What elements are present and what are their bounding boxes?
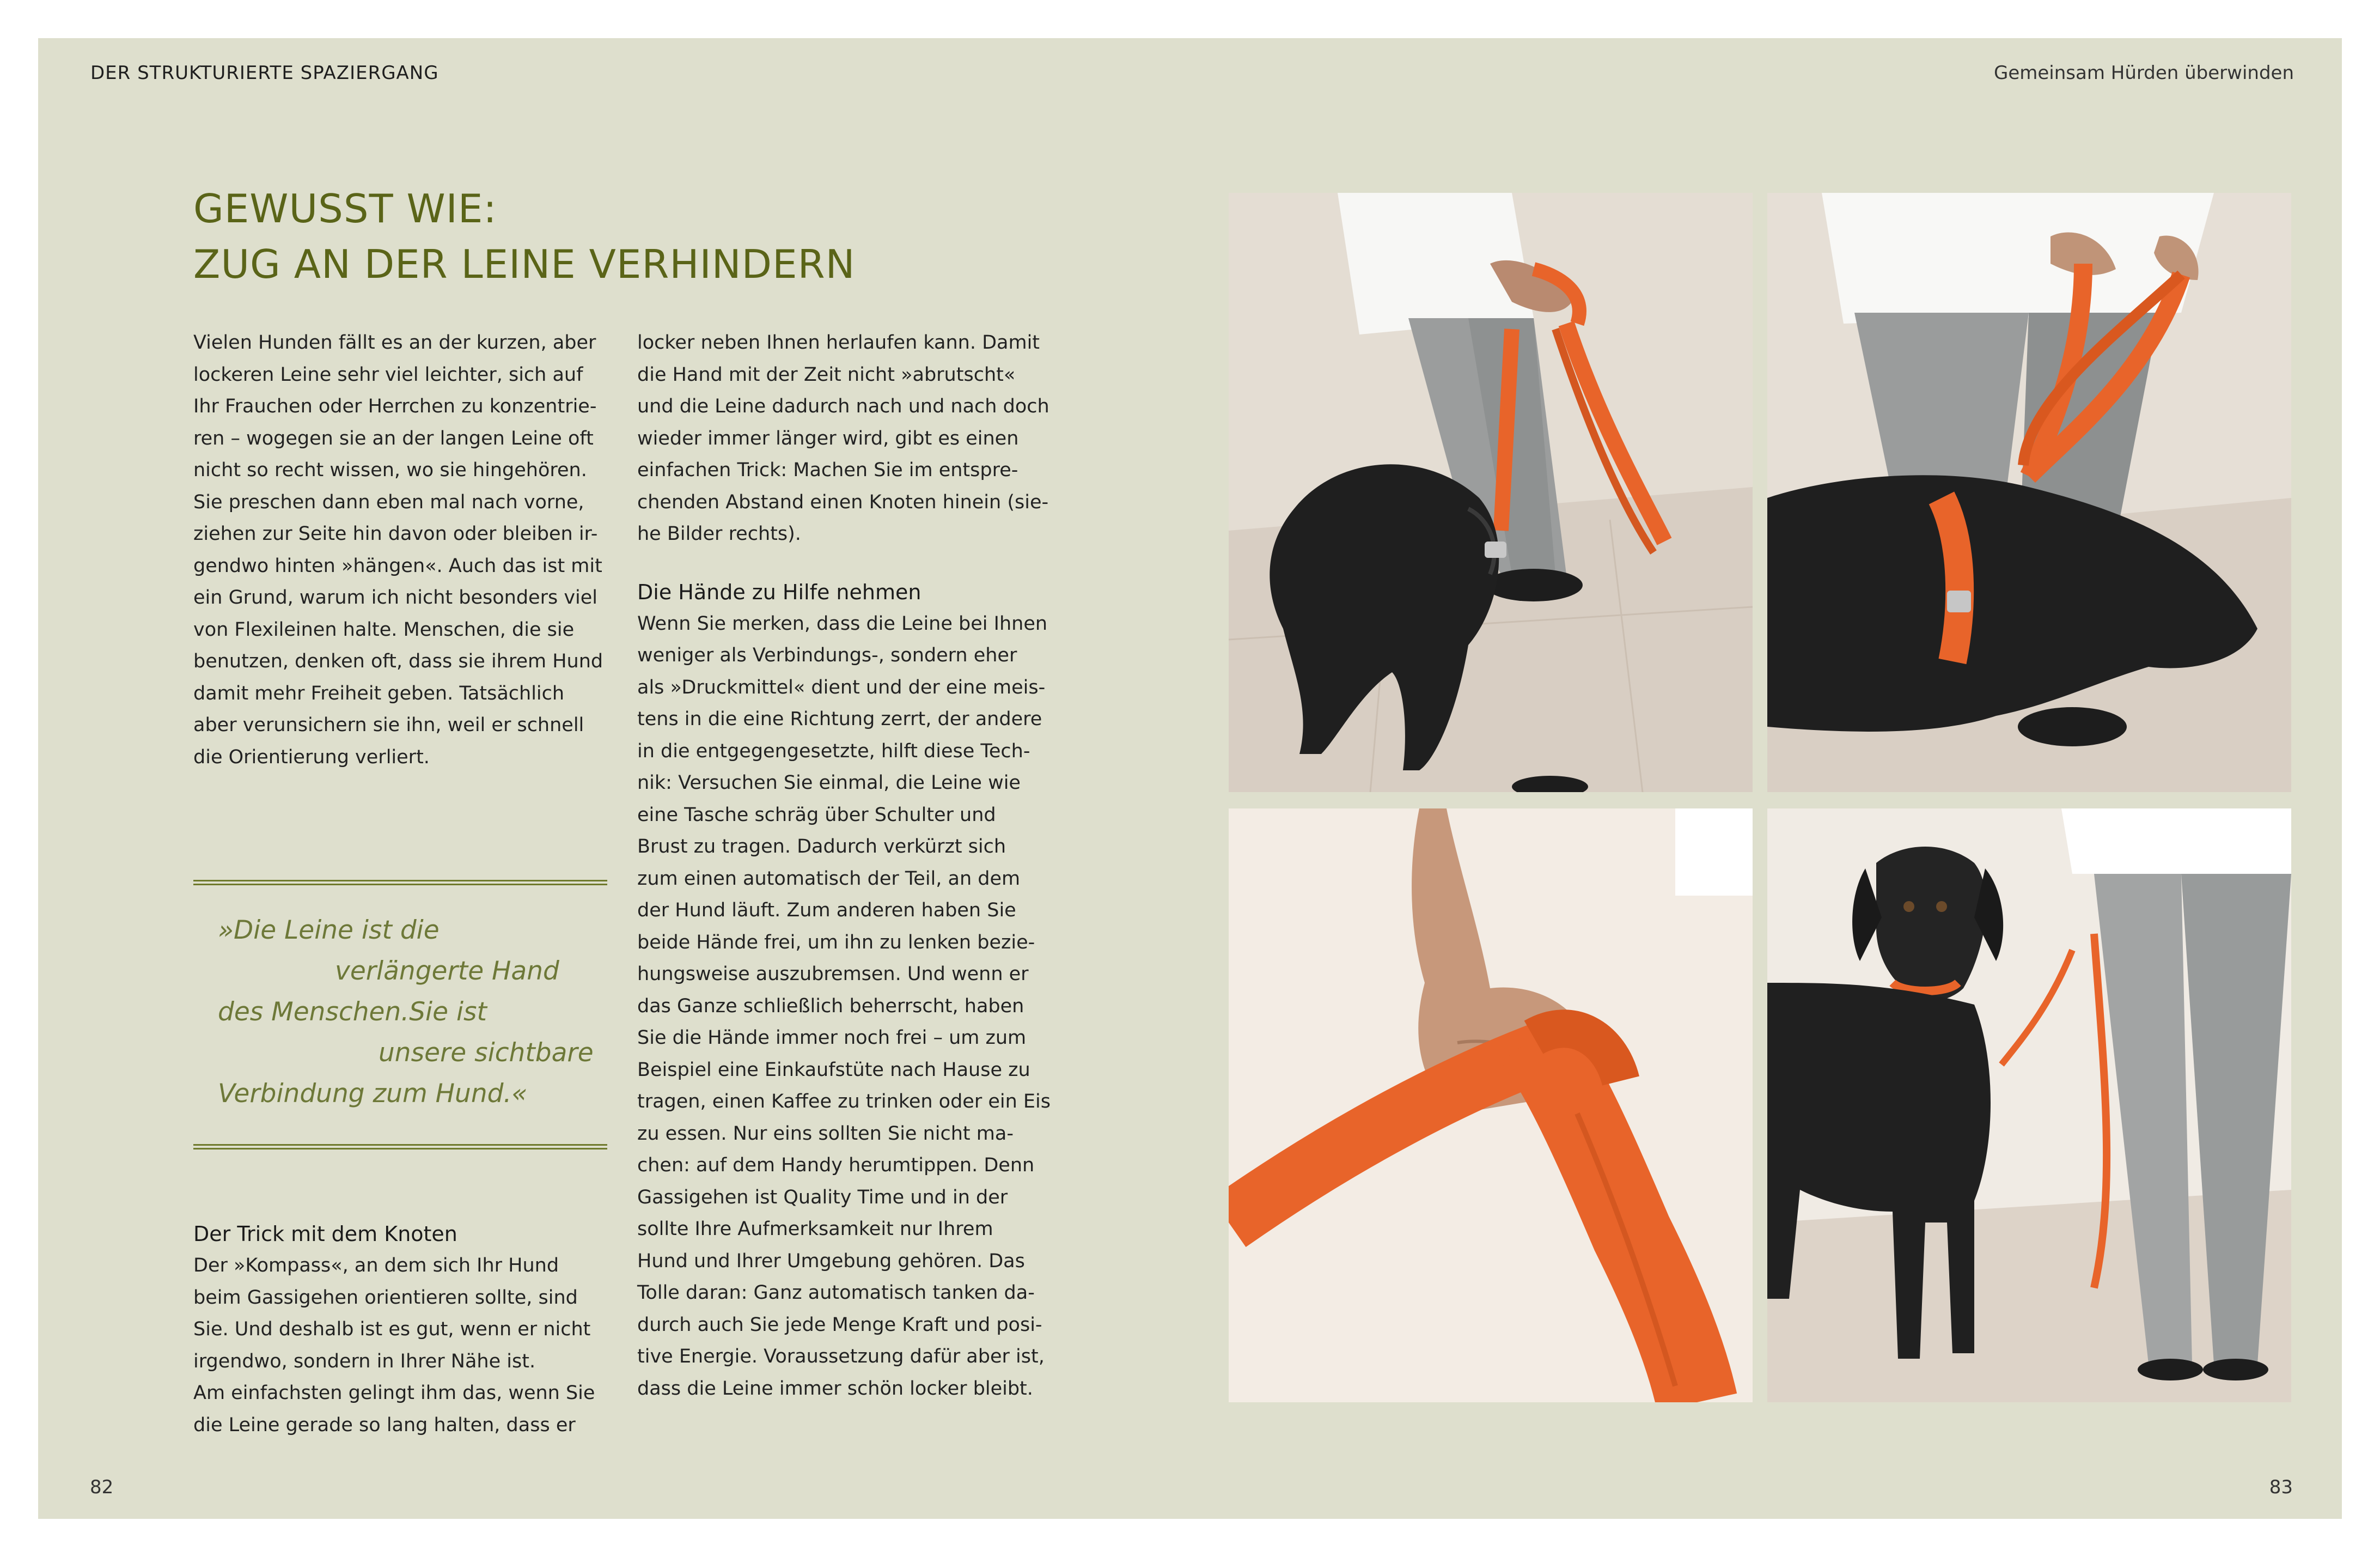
body-line: Der »Kompass«, an dem sich Ihr Hund: [193, 1255, 559, 1276]
body-line: von Flexileinen halte. Menschen, die sie: [193, 618, 575, 641]
body-line: Ihr Frauchen oder Herrchen zu konzentrie-: [193, 396, 597, 417]
body-line: die Hand mit der Zeit nicht »abrutscht«: [637, 363, 1016, 386]
body-line: der Hund läuft. Zum anderen haben Sie: [637, 899, 1016, 921]
body-line: nik: Versuchen Sie einmal, die Leine wie: [637, 772, 1021, 794]
body-line: lockeren Leine sehr viel leichter, sich auf: [193, 363, 583, 386]
body-line: durch auch Sie jede Menge Kraft und posi-: [637, 1313, 1042, 1336]
trick-section: [193, 1218, 607, 1441]
body-line: Vielen Hunden fällt es an der kurzen, aber: [193, 332, 596, 354]
body-line: wieder immer länger wird, gibt es einen: [637, 427, 1019, 449]
hand-grip-knot-photo: [1229, 808, 1753, 1402]
body-line: in die entgegengesetzte, hilft diese Tech-: [637, 740, 1030, 762]
quote-line: Verbindung zum Hund.«: [218, 1079, 528, 1109]
body-line: Hund und Ihrer Umgebung gehören. Das: [637, 1250, 1025, 1272]
quote-line: des Menschen.Sie ist: [218, 997, 487, 1027]
body-line: Gassigehen ist Quality Time und in der: [637, 1186, 1008, 1208]
dog-standing-illustration: [1767, 808, 2291, 1402]
body-line: und die Leine dadurch nach und nach doch: [637, 396, 1049, 417]
body-line: beide Hände frei, um ihn zu lenken bezie-: [637, 931, 1035, 953]
dog-standing-photo: [1767, 808, 2291, 1402]
body-line: sollte Ihre Aufmerksamkeit nur Ihrem: [637, 1218, 993, 1240]
body-line: das Ganze schließlich beherrscht, haben: [637, 995, 1024, 1017]
body-line: beim Gassigehen orientieren sollte, sind: [193, 1286, 578, 1309]
body-line: chen: auf dem Handy herumtippen. Denn: [637, 1154, 1035, 1176]
body-column-left: [193, 327, 607, 773]
body-line: locker neben Ihnen herlaufen kann. Damit: [637, 332, 1040, 354]
body-line: als »Druckmittel« dient und der eine meis-: [637, 676, 1046, 698]
body-line: gendwo hinten »hängen«. Auch das ist mit: [193, 555, 602, 577]
body-line: irgendwo, sondern in Ihrer Nähe ist.: [193, 1350, 536, 1372]
body-line: die Orientierung verliert.: [193, 746, 430, 768]
leash-loop-illustration: [1767, 193, 2291, 792]
quote-line: verlängerte Hand: [335, 956, 559, 986]
running-head-right: Gemeinsam Hürden überwinden: [1993, 62, 2294, 84]
hand-grip-illustration: [1229, 808, 1753, 1402]
body-line: he Bilder rechts).: [637, 523, 801, 545]
article-headline: [193, 181, 855, 292]
quote-line: unsere sichtbare: [379, 1038, 594, 1068]
body-line: damit mehr Freiheit geben. Tatsächlich: [193, 682, 565, 704]
body-line: Sie die Hände immer noch frei – um zum: [637, 1027, 1027, 1049]
body-line: nicht so recht wissen, wo sie hingehören.: [193, 459, 587, 481]
body-line: Beispiel eine Einkaufstüte nach Hause zu: [637, 1059, 1030, 1081]
body-line: tragen, einen Kaffee zu trinken oder ein Eis: [637, 1091, 1051, 1112]
body-line: Sie preschen dann eben mal nach vorne,: [193, 491, 584, 513]
headline-line-1: GEWUSST WIE:: [193, 186, 497, 232]
book-spread: [38, 38, 2342, 1519]
page-number-left: 82: [90, 1476, 114, 1498]
quote-rule-bottom: [193, 1144, 607, 1149]
body-line: Brust zu tragen. Dadurch verkürzt sich: [637, 836, 1006, 857]
body-line: ren – wogegen sie an der langen Leine oft: [193, 427, 594, 449]
pull-quote: [218, 910, 610, 1114]
body-line: dass die Leine immer schön locker bleibt.: [637, 1377, 1033, 1400]
body-line: hungsweise auszubremsen. Und wenn er: [637, 963, 1029, 985]
body-line: ziehen zur Seite hin davon oder bleiben ir-: [193, 523, 598, 545]
page-number-right: 83: [2269, 1476, 2293, 1498]
body-line: die Leine gerade so lang halten, dass er: [193, 1414, 576, 1436]
body-line: chenden Abstand einen Knoten hinein (sie-: [637, 491, 1049, 513]
body-line: zum einen automatisch der Teil, an dem: [637, 867, 1021, 890]
body-line: tive Energie. Voraussetzung dafür aber ist,: [637, 1346, 1045, 1367]
body-line: einfachen Trick: Machen Sie im entspre-: [637, 459, 1018, 481]
body-line: benutzen, denken oft, dass sie ihrem Hund: [193, 650, 603, 672]
body-column-right: [637, 327, 1062, 1404]
body-line: aber verunsichern sie ihn, weil er schnell: [193, 714, 584, 736]
quote-rule-top: [193, 880, 607, 885]
body-line: Tolle daran: Ganz automatisch tanken da-: [637, 1282, 1035, 1304]
body-line: Sie. Und deshalb ist es gut, wenn er nicht: [193, 1318, 591, 1340]
body-line: tens in die eine Richtung zerrt, der andere: [637, 708, 1042, 730]
hands-heading: Die Hände zu Hilfe nehmen: [637, 580, 922, 604]
body-line: zu essen. Nur eins sollten Sie nicht ma-: [637, 1122, 1014, 1145]
body-line: Am einfachsten gelingt ihm das, wenn Sie: [193, 1382, 595, 1404]
body-line: Wenn Sie merken, dass die Leine bei Ihnen: [637, 612, 1048, 635]
running-head-left: DER STRUKTURIERTE SPAZIERGANG: [90, 62, 439, 84]
body-line: ein Grund, warum ich nicht besonders viel: [193, 587, 598, 609]
leash-loop-photo: [1767, 193, 2291, 792]
headline-line-2: ZUG AN DER LEINE VERHINDERN: [193, 241, 856, 287]
quote-line: »Die Leine ist die: [218, 915, 440, 945]
body-line: weniger als Verbindungs-, sondern eher: [637, 644, 1017, 666]
trick-heading: Der Trick mit dem Knoten: [193, 1222, 457, 1246]
knot-tying-photo: [1229, 193, 1753, 792]
body-line: eine Tasche schräg über Schulter und: [637, 804, 996, 826]
knot-tying-illustration: [1229, 193, 1753, 792]
